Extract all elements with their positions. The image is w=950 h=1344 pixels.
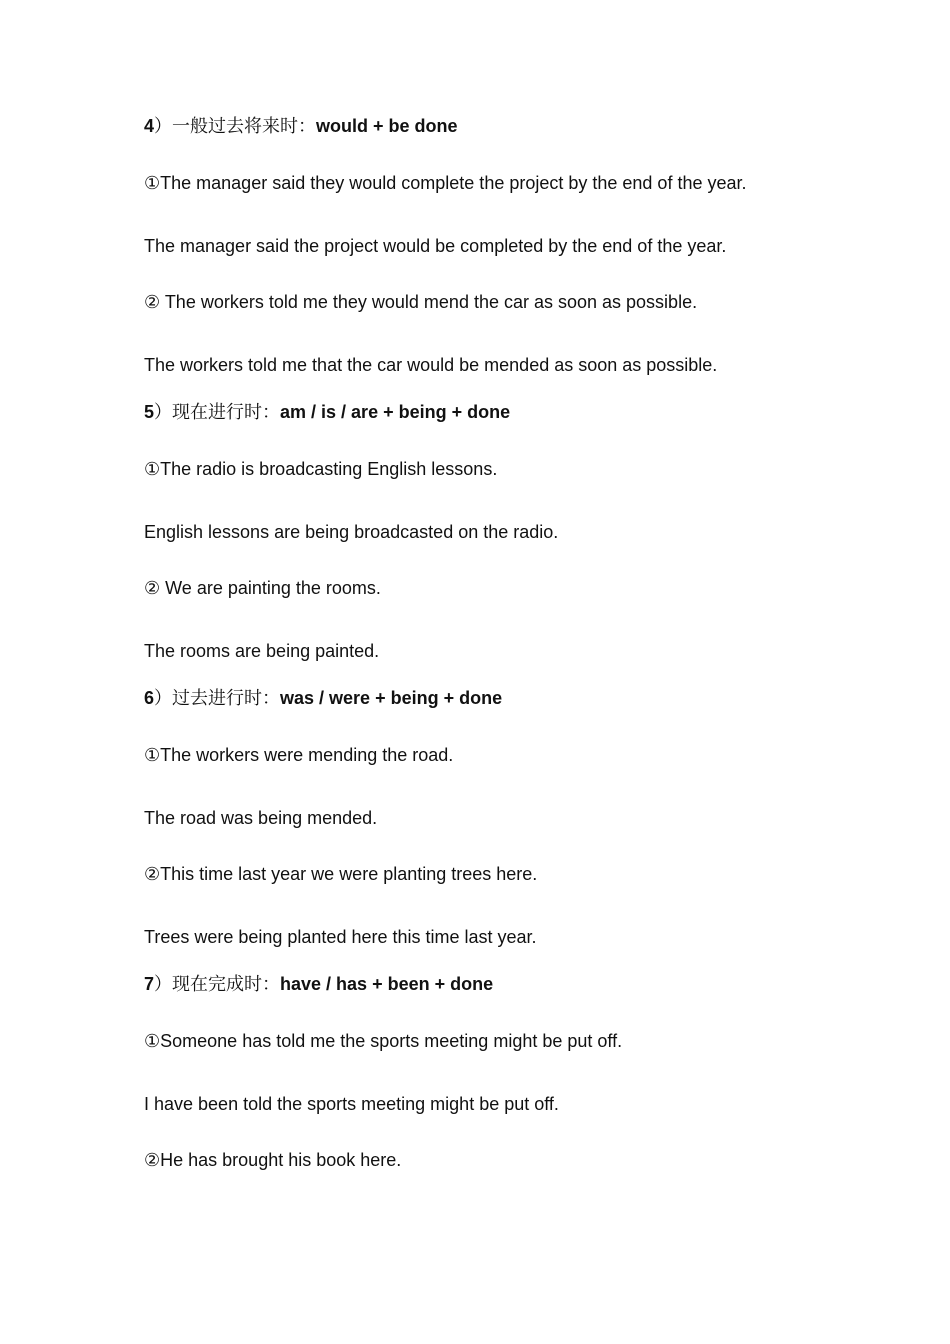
section-heading-4	[144, 115, 458, 138]
section-paren: ）	[154, 116, 173, 137]
example-sentence: ②He has brought his book here.	[144, 1150, 402, 1170]
section-label: 现在完成时：	[172, 974, 281, 995]
section-heading-5	[144, 401, 510, 424]
example-sentence: ①The radio is broadcasting English lessons.	[144, 459, 498, 479]
example-sentence: The road was being mended.	[144, 808, 378, 828]
example-sentence: ①Someone has told me the sports meeting might be put off.	[144, 1031, 623, 1051]
section-label: 现在进行时：	[172, 402, 281, 423]
example-sentence: ①The workers were mending the road.	[144, 745, 454, 765]
section-paren: ）	[154, 688, 173, 709]
section-formula: am / is / are + being + done	[280, 402, 511, 422]
section-number: 7	[144, 974, 155, 994]
section-formula: would + be done	[316, 116, 458, 136]
section-paren: ）	[154, 974, 173, 995]
section-label: 一般过去将来时：	[172, 116, 317, 137]
section-number: 6	[144, 688, 155, 708]
example-sentence: ①The manager said they would complete the project by the end of the year.	[144, 173, 747, 193]
section-formula: was / were + being + done	[280, 688, 503, 708]
section-heading-6	[144, 687, 502, 710]
section-label: 过去进行时：	[172, 688, 281, 709]
section-number: 5	[144, 402, 155, 422]
example-sentence: I have been told the sports meeting might be put off.	[144, 1094, 559, 1114]
section-paren: ）	[154, 402, 173, 423]
example-sentence: The workers told me that the car would be mended as soon as possible.	[144, 355, 718, 375]
example-sentence: ② The workers told me they would mend the car as soon as possible.	[144, 292, 698, 312]
section-formula: have / has + been + done	[280, 974, 494, 994]
example-sentence: The manager said the project would be completed by the end of the year.	[144, 236, 727, 256]
example-sentence: Trees were being planted here this time last year.	[144, 927, 537, 947]
example-sentence: ② We are painting the rooms.	[144, 578, 381, 598]
example-sentence: The rooms are being painted.	[144, 641, 380, 661]
example-sentence: English lessons are being broadcasted on the radio.	[144, 522, 559, 542]
section-heading-7	[144, 973, 493, 996]
section-number: 4	[144, 116, 155, 136]
example-sentence: ②This time last year we were planting trees here.	[144, 864, 538, 884]
